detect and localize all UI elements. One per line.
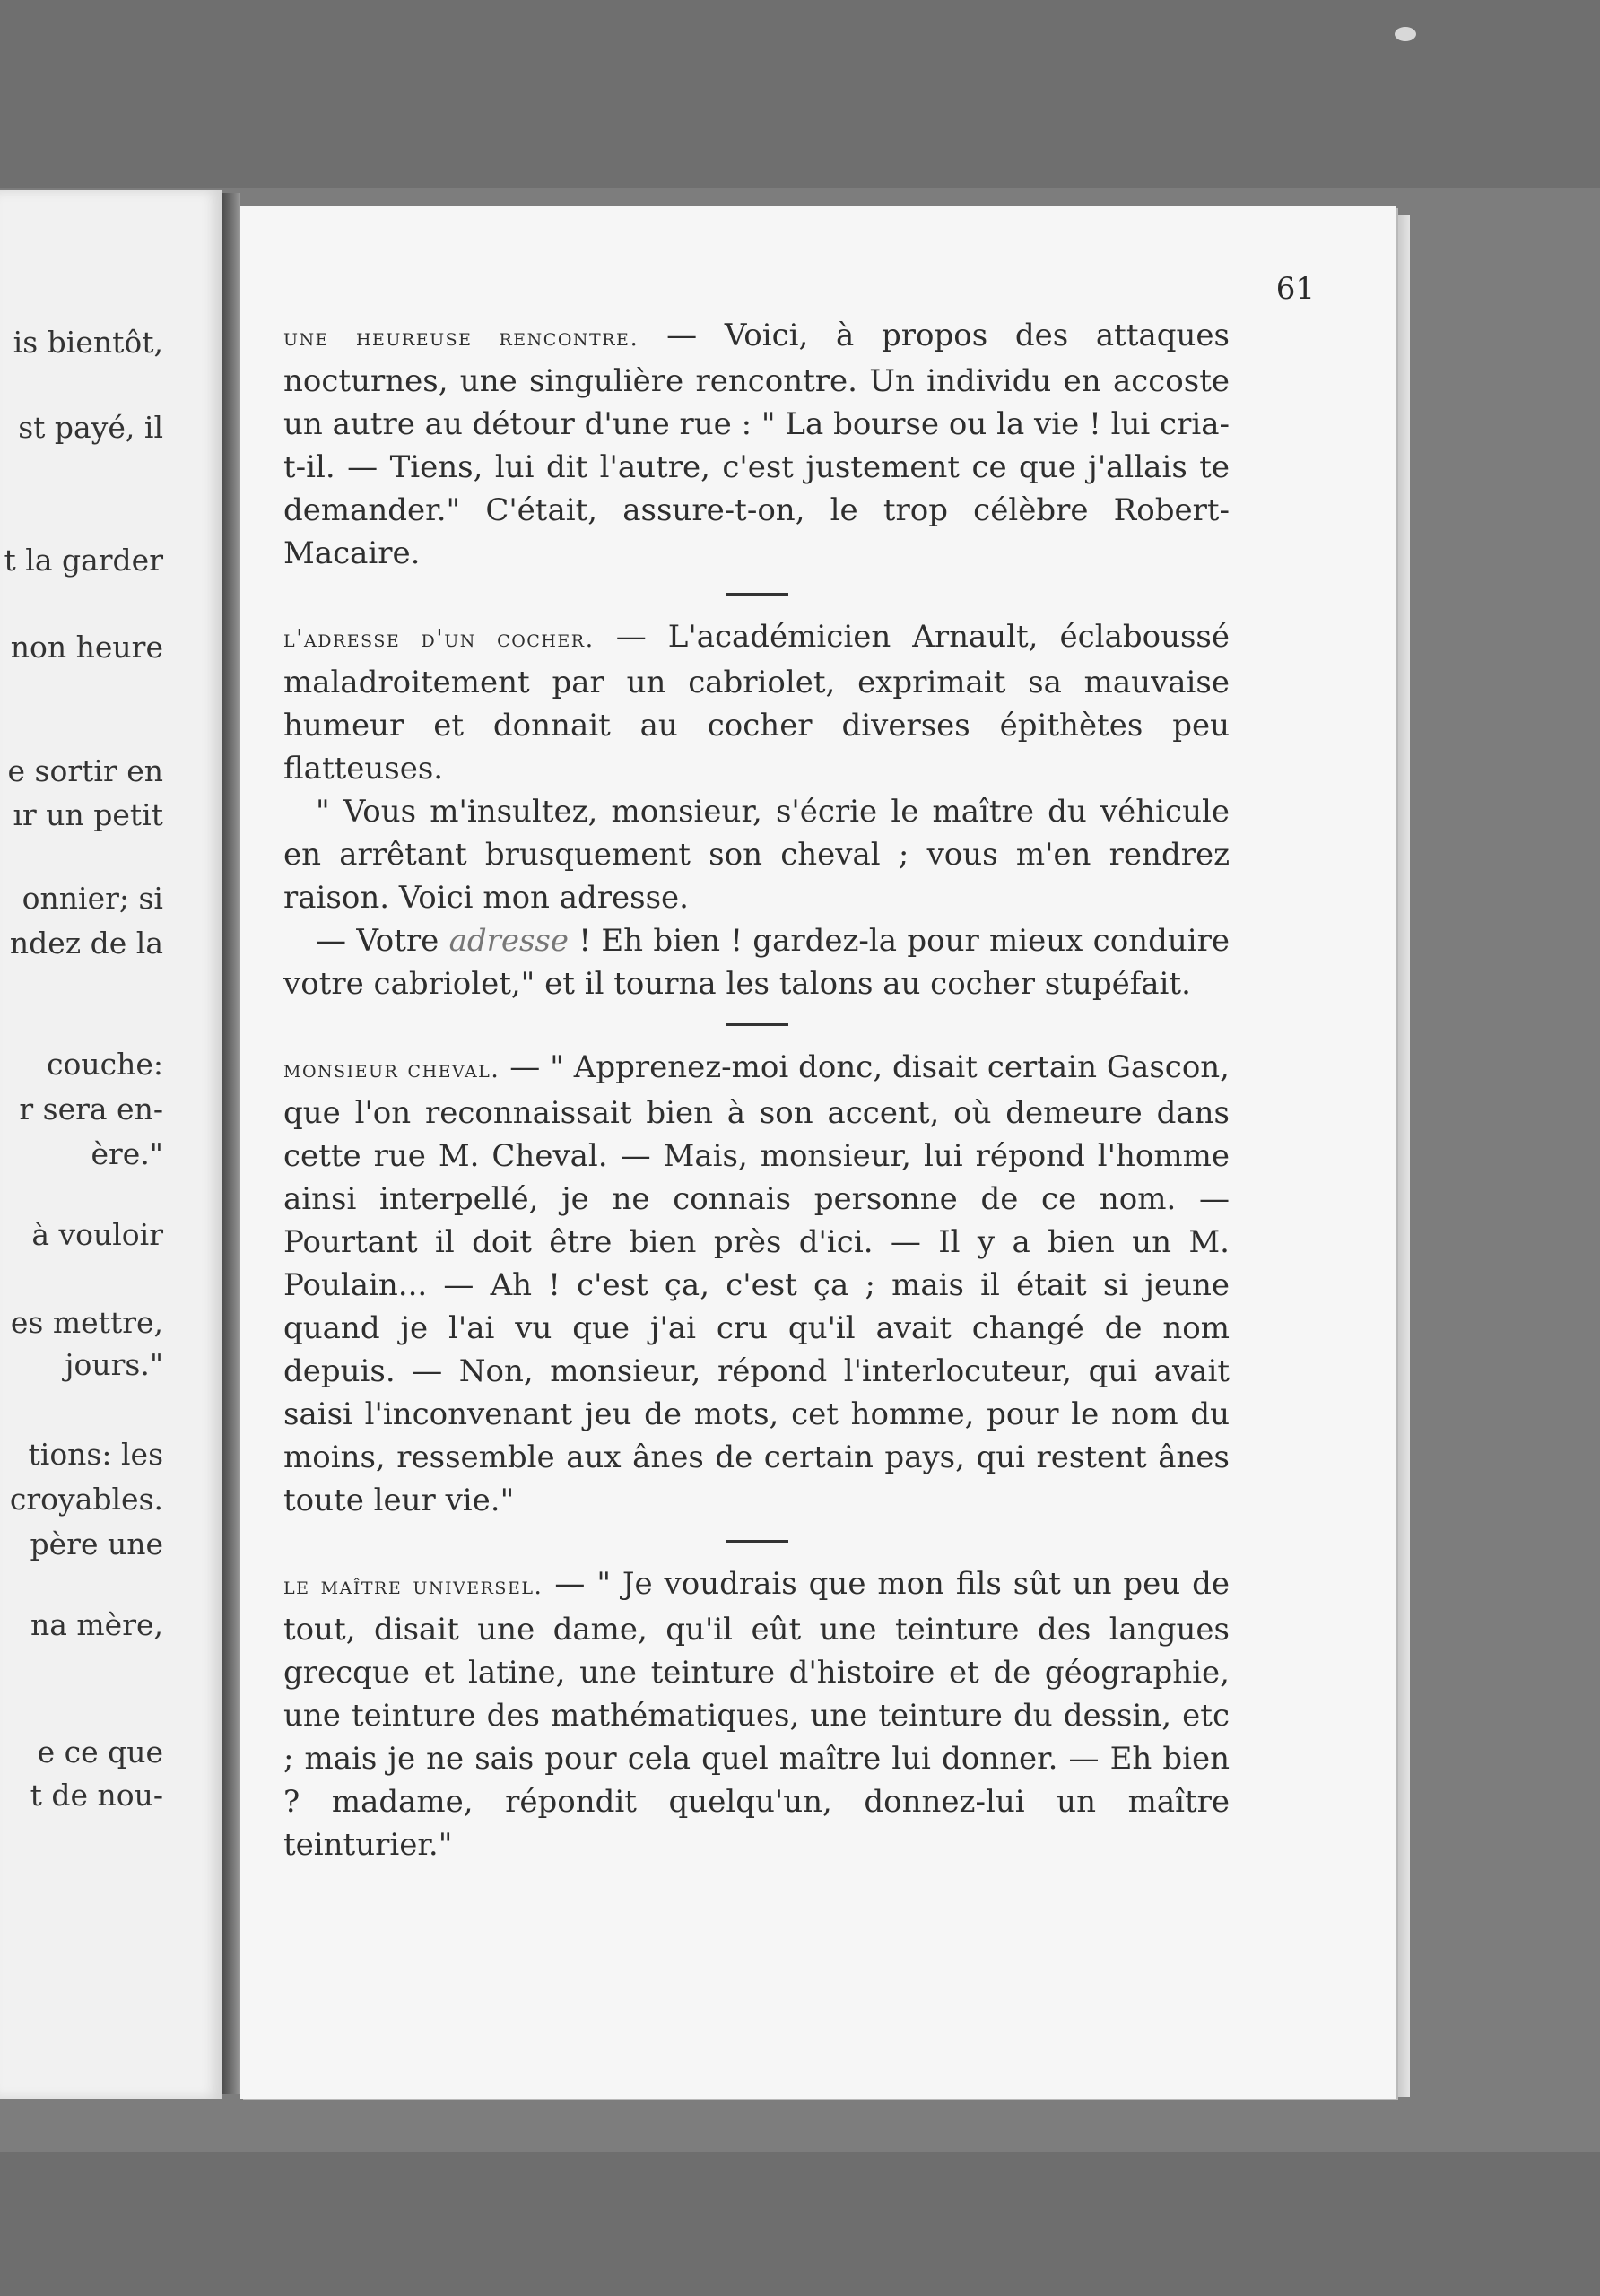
left-page-line: r sera en- <box>19 1091 163 1126</box>
current-page <box>240 206 1396 2099</box>
background-bottom <box>0 2152 1600 2296</box>
left-page-line: à vouloir <box>31 1217 163 1252</box>
left-page-line: e sortir en <box>7 753 163 788</box>
left-page-line: tions: les <box>28 1437 163 1472</box>
left-page-line: couche: <box>47 1047 163 1082</box>
left-page-line: t de nou- <box>30 1778 163 1813</box>
anecdote-heading: monsieur cheval. <box>283 1056 500 1083</box>
book-gutter <box>222 193 240 2094</box>
anecdote-text: — " Apprenez-moi donc, disait certain Gascon, que l'on reconnaissait bien à son accent, où demeure dans cette rue M. Cheval. — Mais, monsieur, lui répond l'homme ainsi interpellé, je ne connais personne de ce nom. — Pourtant il doit être bien près d'ici. — Il y a bien un M. Poulain... — Ah ! c'est ça, c'est ça ; mais il était si jeune quand je l'ai vu que j'ai cru qu'il avait changé de nom depuis. — Non, monsieur, répond l'interlocuteur, qui avait saisi l'inconvenant jeu de mots, cet homme, pour le nom du moins, ressemble aux ânes de certain pays, qui restent ânes toute leur vie." <box>283 1049 1230 1518</box>
anecdote-text: ! Eh bien ! gardez-la pour mieux conduire votre cabriolet," et il tourna les talons au cocher stupéfait. <box>283 923 1230 1002</box>
anecdote-heading: une heureuse rencontre. <box>283 324 639 352</box>
left-page-line: es mettre, <box>10 1305 163 1340</box>
left-page-line: st payé, il <box>18 410 163 445</box>
section-divider <box>726 593 788 596</box>
page-number: 61 <box>1275 271 1315 307</box>
left-page-line: croyables. <box>9 1482 163 1517</box>
anecdote-monsieur-cheval <box>283 1046 1230 1522</box>
anecdote-paragraph <box>283 790 1230 919</box>
anecdote-heading: l'adresse d'un cocher. <box>283 625 595 653</box>
left-page-line: ndez de la <box>9 926 163 961</box>
anecdote-text: — " Je voudrais que mon fils sût un peu de tout, disait une dame, qu'il eût une teinture des langues grecque et latine, une teinture d'histoire et de géographie, une teinture des mathématiques, une teinture du dessin, etc ; mais je ne sais pour cela quel maître lui donner. — Eh bien ? madame, répondit quelqu'un, donnez-lui un maître teinturier." <box>283 1566 1230 1863</box>
left-page-line: jours." <box>65 1347 163 1382</box>
anecdote-heading: le maître universel. <box>283 1572 543 1600</box>
dust-speck <box>1395 27 1416 41</box>
previous-page <box>0 190 222 2099</box>
page-edge <box>1396 215 1410 2097</box>
anecdote-text: — Votre <box>316 923 449 959</box>
section-divider <box>726 1540 788 1543</box>
page-text <box>283 314 1230 1866</box>
left-page-line: e ce que <box>37 1735 163 1770</box>
italic-word: adresse <box>448 923 570 959</box>
anecdote-text: " Vous m'insultez, monsieur, s'écrie le maître du véhicule en arrêtant brusquement son cheval ; vous m'en rendrez raison. Voici mon adresse. <box>283 794 1230 916</box>
anecdote-maitre-universel <box>283 1562 1230 1866</box>
left-page-line: père une <box>30 1526 163 1561</box>
anecdote-text: — L'académicien Arnault, éclaboussé maladroitement par un cabriolet, exprimait sa mauvaise humeur et donnait au cocher diverses épithètes peu flatteuses. <box>283 619 1230 787</box>
anecdote-heureuse-rencontre <box>283 314 1230 575</box>
left-page-line: t la garder <box>4 543 163 578</box>
anecdote-adresse-cocher <box>283 615 1230 790</box>
left-page-line: ır un petit <box>13 797 163 832</box>
left-page-line: ère." <box>91 1136 163 1171</box>
section-divider <box>726 1023 788 1026</box>
left-page-line: non heure <box>10 630 163 665</box>
left-page-line: onnier; si <box>22 881 163 916</box>
anecdote-text: — Voici, à propos des attaques nocturnes, une singulière rencontre. Un individu en accoste un autre au détour d'une rue : " La bourse ou la vie ! lui cria-t-il. — Tiens, lui dit l'autre, c'est justement ce que j'allais te demander." C'était, assure-t-on, le trop célèbre Robert-Macaire. <box>283 317 1230 571</box>
anecdote-paragraph <box>283 919 1230 1005</box>
left-page-line: is bientôt, <box>13 325 163 360</box>
background-top <box>0 0 1600 188</box>
left-page-line: na mère, <box>30 1607 163 1642</box>
